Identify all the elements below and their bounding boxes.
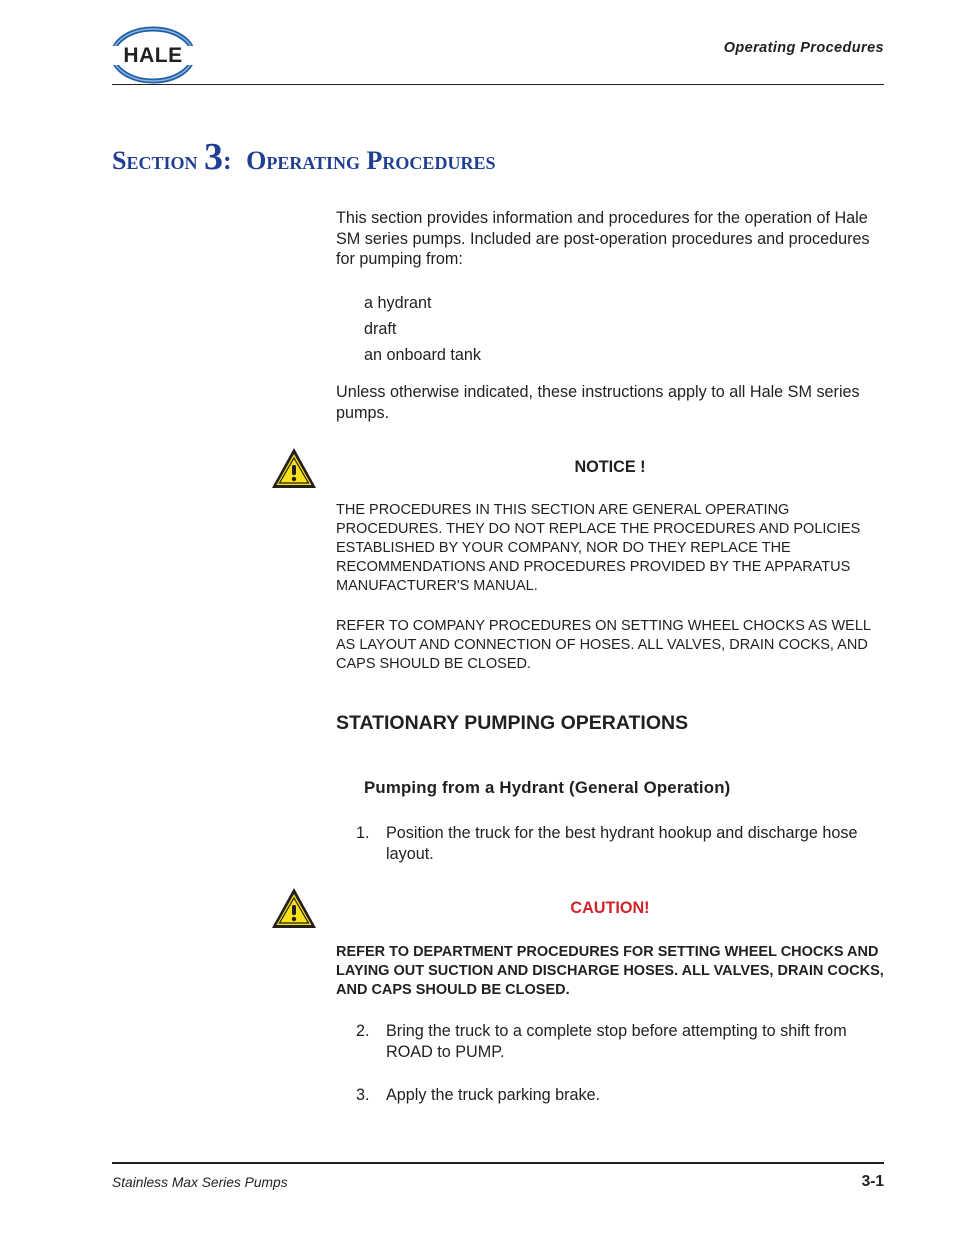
caution-text: REFER TO DEPARTMENT PROCEDURES FOR SETTING WHEEL CHOCKS AND LAYING OUT SUCTION AND DISCHARGE HOSES. ALL VALVES, DRAIN COCKS, AND CAPS SHOULD BE CLOSED. — [336, 944, 884, 998]
step-number: 1. — [356, 824, 370, 842]
header-rule — [112, 84, 884, 85]
footer-title: Stainless Max Series Pumps — [112, 1175, 288, 1190]
subsection-heading: STATIONARY PUMPING OPERATIONS — [336, 712, 689, 734]
section-prefix: Section — [112, 146, 198, 175]
list-item: draft — [364, 320, 397, 338]
intro-paragraph: This section provides information and procedures for the operation of Hale SM series pumps. Included are post-operation procedures and procedures for pumping from: — [336, 209, 870, 269]
section-colon: : — [222, 146, 232, 175]
notice-title: NOTICE ! — [574, 458, 646, 476]
page-number: 3-1 — [861, 1173, 884, 1190]
logo-wordmark: HALE — [123, 44, 183, 67]
list-item: an onboard tank — [364, 346, 482, 364]
step-text: Bring the truck to a complete stop before attempting to shift from ROAD to PUMP. — [386, 1022, 847, 1061]
running-header: Operating Procedures — [723, 40, 884, 56]
step-number: 3. — [356, 1086, 370, 1104]
section-number: 3 — [203, 136, 223, 178]
section-heading — [112, 135, 495, 179]
section-title: Operating Procedures — [246, 146, 496, 175]
step-number: 2. — [356, 1022, 370, 1040]
warning-triangle-icon — [270, 886, 318, 930]
procedure-heading: Pumping from a Hydrant (General Operation) — [364, 778, 731, 797]
footer-rule — [112, 1162, 884, 1164]
caution-title: CAUTION! — [570, 899, 650, 917]
step-text: Position the truck for the best hydrant hookup and discharge hose layout. — [386, 824, 858, 863]
notice-paragraph: THE PROCEDURES IN THIS SECTION ARE GENERAL OPERATING PROCEDURES. THEY DO NOT REPLACE THE PROCEDURES AND POLICIES ESTABLISHED BY YOUR COMPANY, NOR DO THEY REPLACE THE RECOMMENDATIONS AND PROCEDURES PROVIDED BY THE APPARATUS MANUFACTURER'S MANUAL. — [336, 502, 861, 594]
warning-triangle-icon — [270, 446, 318, 490]
step-text: Apply the truck parking brake. — [386, 1086, 601, 1104]
notice-paragraph: REFER TO COMPANY PROCEDURES ON SETTING WHEEL CHOCKS AS WELL AS LAYOUT AND CONNECTION OF HOSES. ALL VALVES, DRAIN COCKS, AND CAPS SHOULD BE CLOSED. — [336, 618, 871, 672]
applicability-paragraph: Unless otherwise indicated, these instructions apply to all Hale SM series pumps. — [336, 383, 860, 422]
hale-logo — [110, 26, 196, 84]
list-item: a hydrant — [364, 294, 432, 312]
